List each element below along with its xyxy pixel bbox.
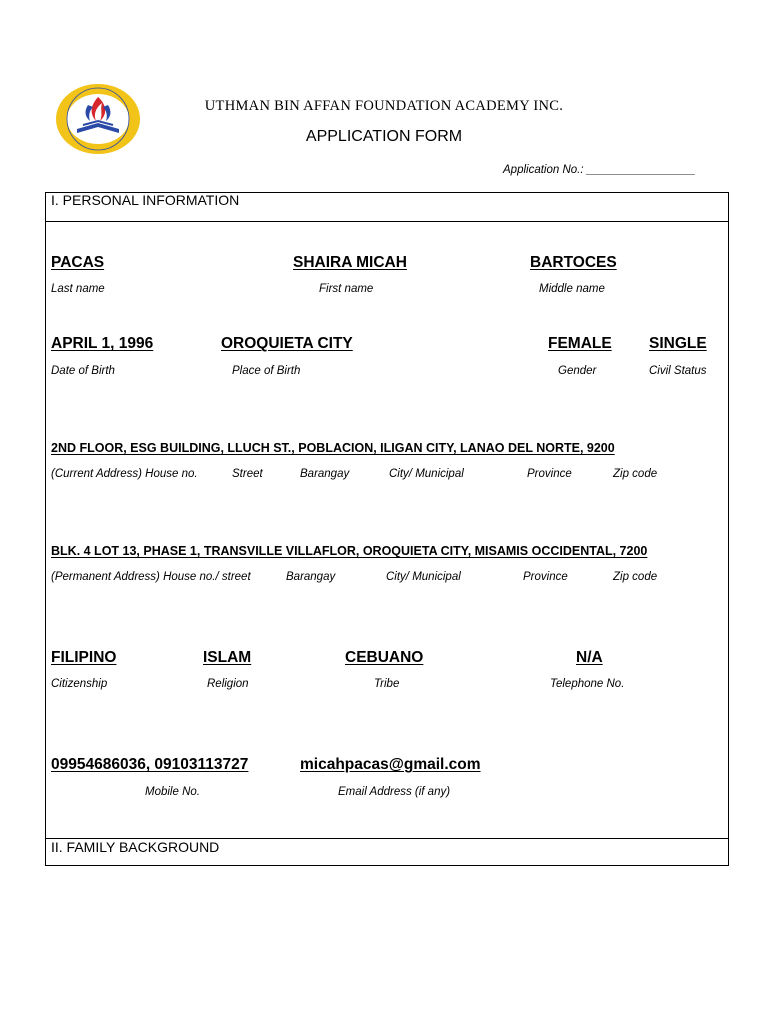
telephone-label: Telephone No. xyxy=(550,678,625,690)
religion-label: Religion xyxy=(207,678,249,690)
city-municipal-label: City/ Municipal xyxy=(386,571,461,583)
current-address-value[interactable]: 2ND FLOOR, ESG BUILDING, LLUCH ST., POBLACION, ILIGAN CITY, LANAO DEL NORTE, 9200 xyxy=(51,441,615,455)
zip-code-label: Zip code xyxy=(613,571,658,583)
email-label: Email Address (if any) xyxy=(338,786,451,798)
barangay-label: Barangay xyxy=(300,468,350,480)
section-divider xyxy=(45,221,729,222)
zip-code-label: Zip code xyxy=(613,468,658,480)
application-number-field[interactable]: Application No.: _________________ xyxy=(503,164,696,176)
mobile-number-value[interactable]: 09954686036, 09103113727 xyxy=(51,756,249,773)
permanent-address-label: (Permanent Address) House no./ street xyxy=(51,571,251,583)
mobile-number-label: Mobile No. xyxy=(145,786,200,798)
citizenship-label: Citizenship xyxy=(51,678,108,690)
school-name: UTHMAN BIN AFFAN FOUNDATION ACADEMY INC. xyxy=(204,98,564,114)
place-of-birth-label: Place of Birth xyxy=(232,365,301,377)
first-name-label: First name xyxy=(319,283,374,295)
first-name-value[interactable]: SHAIRA MICAH xyxy=(293,254,407,271)
barangay-label: Barangay xyxy=(286,571,336,583)
date-of-birth-label: Date of Birth xyxy=(51,365,115,377)
last-name-value[interactable]: PACAS xyxy=(51,254,105,271)
section-personal-information: I. PERSONAL INFORMATION xyxy=(51,192,240,208)
email-value[interactable]: micahpacas@gmail.com xyxy=(300,756,481,773)
citizenship-value[interactable]: FILIPINO xyxy=(51,649,117,666)
province-label: Province xyxy=(527,468,572,480)
tribe-value[interactable]: CEBUANO xyxy=(345,649,424,666)
province-label: Province xyxy=(523,571,568,583)
gender-value[interactable]: FEMALE xyxy=(548,335,612,352)
form-title: APPLICATION FORM xyxy=(305,128,463,145)
middle-name-value[interactable]: BARTOCES xyxy=(530,254,617,271)
civil-status-label: Civil Status xyxy=(649,365,707,377)
last-name-label: Last name xyxy=(51,283,105,295)
tribe-label: Tribe xyxy=(374,678,400,690)
civil-status-value[interactable]: SINGLE xyxy=(649,335,707,352)
street-label: Street xyxy=(232,468,263,480)
permanent-address-value[interactable]: BLK. 4 LOT 13, PHASE 1, TRANSVILLE VILLAFLOR, OROQUIETA CITY, MISAMIS OCCIDENTAL, 7200 xyxy=(51,544,648,558)
gender-label: Gender xyxy=(558,365,597,377)
telephone-value[interactable]: N/A xyxy=(576,649,603,666)
section-family-background: II. FAMILY BACKGROUND xyxy=(51,839,220,855)
religion-value[interactable]: ISLAM xyxy=(203,649,252,666)
middle-name-label: Middle name xyxy=(539,283,605,295)
date-of-birth-value[interactable]: APRIL 1, 1996 xyxy=(51,335,154,352)
place-of-birth-value[interactable]: OROQUIETA CITY xyxy=(221,335,353,352)
current-address-label: (Current Address) House no. xyxy=(51,468,198,480)
city-municipal-label: City/ Municipal xyxy=(389,468,464,480)
